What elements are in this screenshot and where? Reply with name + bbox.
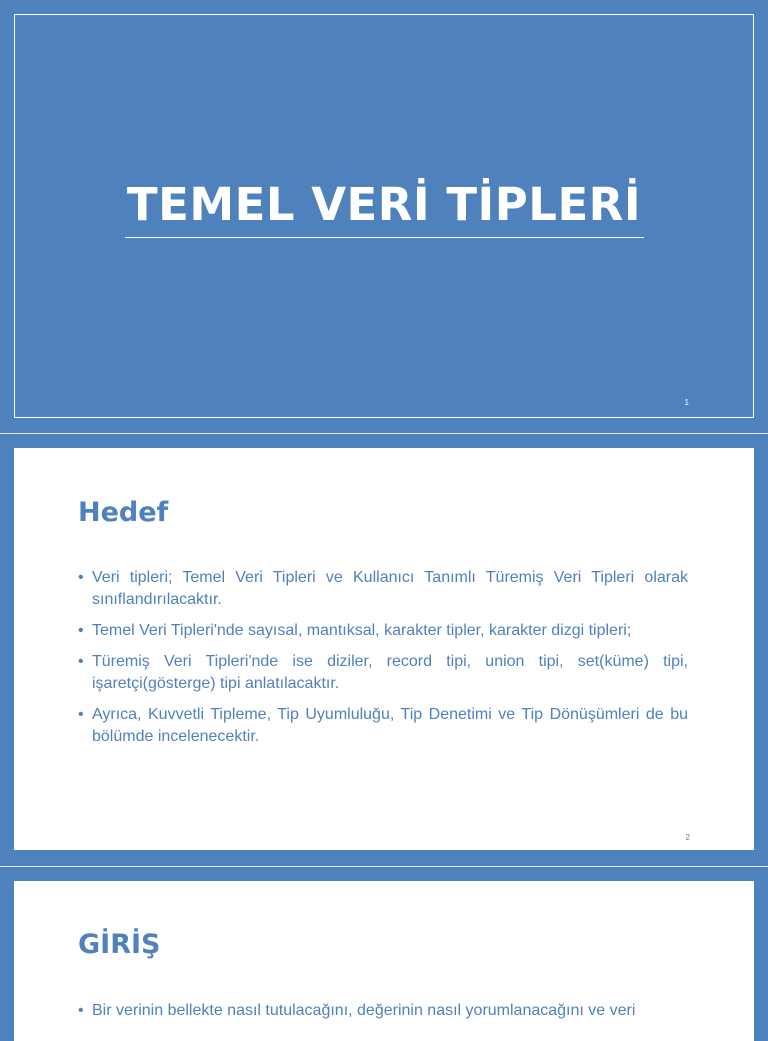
giris-slide	[14, 881, 754, 1041]
title-divider	[125, 237, 644, 238]
bullet-item: • Ayrıca, Kuvvetli Tipleme, Tip Uyumluluğu, Tip Denetimi ve Tip Dönüşümleri de bu bölümde incelenecektir.	[78, 704, 688, 748]
bullet-item: • Türemiş Veri Tipleri'nde ise diziler, record tipi, union tipi, set(küme) tipi, işaretçi(gösterge) tipi anlatılacaktır.	[78, 651, 688, 695]
hedef-slide	[14, 448, 754, 850]
slide-heading: Hedef	[78, 497, 169, 528]
bullet-list	[78, 1000, 688, 1031]
slide-heading: GİRİŞ	[78, 929, 161, 960]
bullet-item: • Bir verinin bellekte nasıl tutulacağını, değerinin nasıl yorumlanacağını ve veri	[78, 1000, 688, 1022]
slide-separator	[0, 866, 768, 867]
slide-number: 2	[685, 833, 690, 842]
bullet-item: • Veri tipleri; Temel Veri Tipleri ve Kullanıcı Tanımlı Türemiş Veri Tipleri olarak sınıflandırılacaktır.	[78, 567, 688, 611]
title-slide	[14, 14, 754, 418]
slide-number: 1	[684, 398, 689, 407]
bullet-item: • Temel Veri Tipleri'nde sayısal, mantıksal, karakter tipler, karakter dizgi tipleri;	[78, 620, 688, 642]
bullet-list	[78, 567, 688, 757]
slide-separator	[0, 433, 768, 434]
slide-title: TEMEL VERİ TİPLERİ	[126, 178, 642, 231]
